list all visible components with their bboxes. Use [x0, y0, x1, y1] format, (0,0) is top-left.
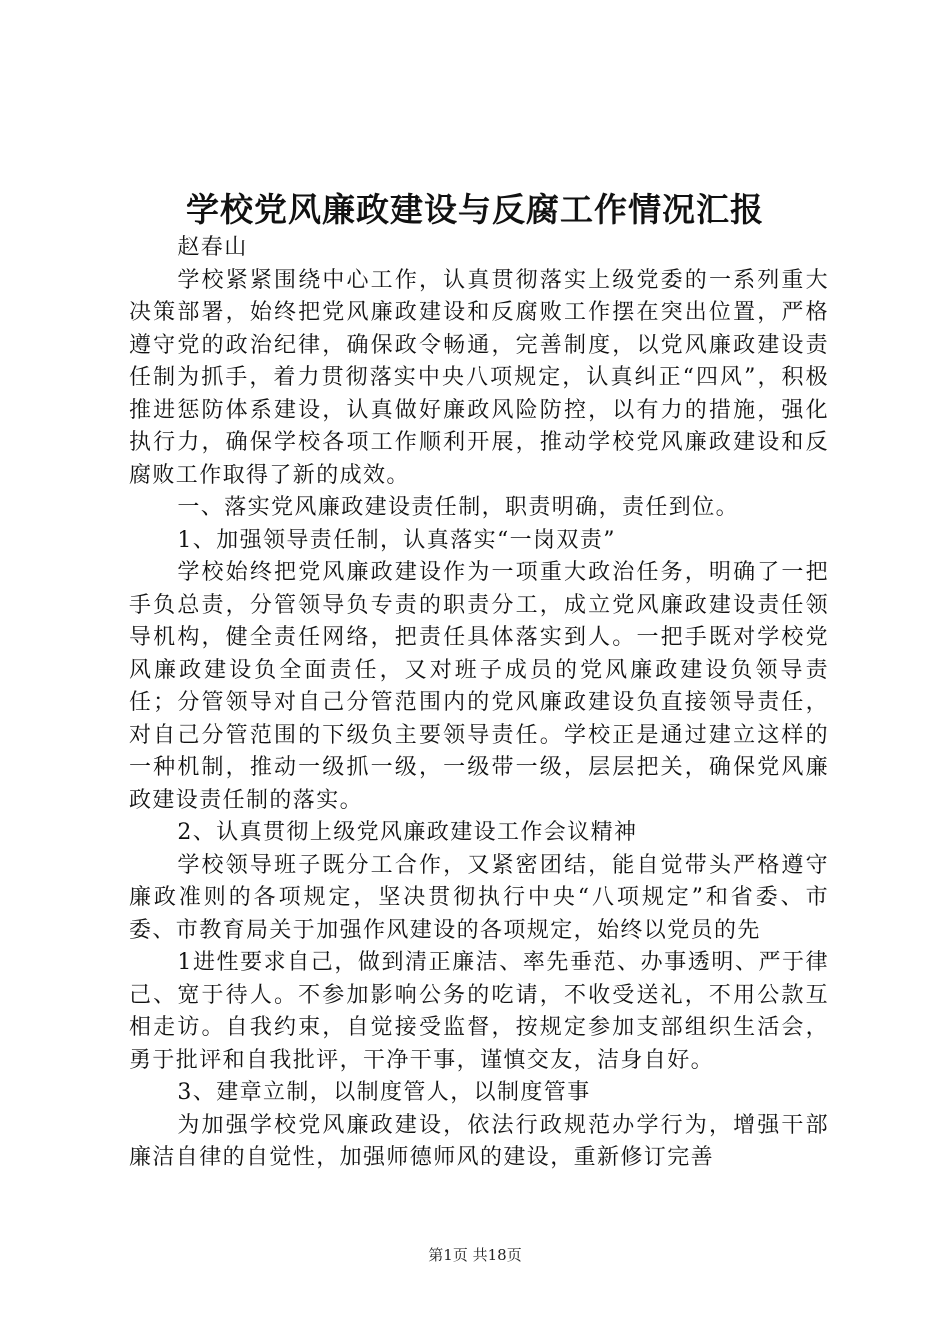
document-body [129, 232, 829, 1175]
paragraph: 1进性要求自己，做到清正廉洁、率先垂范、办事透明、严于律己、宽于待人。不参加影响公务的吃请，不收受送礼，不用公款互相走访。自我约束，自觉接受监督，按规定参加支部组织生活会，勇于批评和自我批评，干净干事，谨慎交友，洁身自好。 [129, 950, 829, 1073]
page-footer: 第1页 共18页 [428, 1246, 522, 1264]
paragraph: 学校领导班子既分工合作，又紧密团结，能自觉带头严格遵守廉政准则的各项规定，坚决贯彻执行中央“八项规定”和省委、市委、市教育局关于加强作风建设的各项规定，始终以党员的先 [129, 852, 829, 943]
paragraph: 学校始终把党风廉政建设作为一项重大政治任务，明确了一把手负总责，分管领导负专责的职责分工，成立党风廉政建设责任领导机构，健全责任网络，把责任具体落实到人。一把手既对学校党风廉政建设负全面责任，又对班子成员的党风廉政建设负领导责任；分管领导对自己分管范围内的党风廉政建设负直接领导责任，对自己分管范围的下级负主要领导责任。学校正是通过建立这样的一种机制，推动一级抓一级，一级带一级，层层把关，确保党风廉政建设责任制的落实。 [129, 560, 829, 813]
document-title: 学校党风廉政建设与反腐工作情况汇报 [186, 190, 764, 229]
section-heading: 一、落实党风廉政建设责任制，职责明确，责任到位。 [177, 495, 739, 520]
subsection-heading: 2、认真贯彻上级党风廉政建设工作会议精神 [177, 820, 638, 845]
subsection-heading: 1、加强领导责任制，认真落实“一岗双责” [177, 527, 616, 553]
subsection-heading: 3、建章立制，以制度管人，以制度管事 [177, 1080, 591, 1105]
paragraph: 学校紧紧围绕中心工作，认真贯彻落实上级党委的一系列重大决策部署，始终把党风廉政建设和反腐败工作摆在突出位置，严格遵守党的政治纪律，确保政令畅通，完善制度，以党风廉政建设责任制为抓手，着力贯彻落实中央八项规定，认真纠正“四风”，积极推进惩防体系建设，认真做好廉政风险防控，以有力的措施，强化执行力，确保学校各项工作顺利开展，推动学校党风廉政建设和反腐败工作取得了新的成效。 [129, 267, 829, 488]
author-line: 赵春山 [177, 235, 248, 260]
paragraph: 为加强学校党风廉政建设，依法行政规范办学行为，增强干部廉洁自律的自觉性，加强师德师风的建设，重新修订完善 [129, 1112, 829, 1170]
